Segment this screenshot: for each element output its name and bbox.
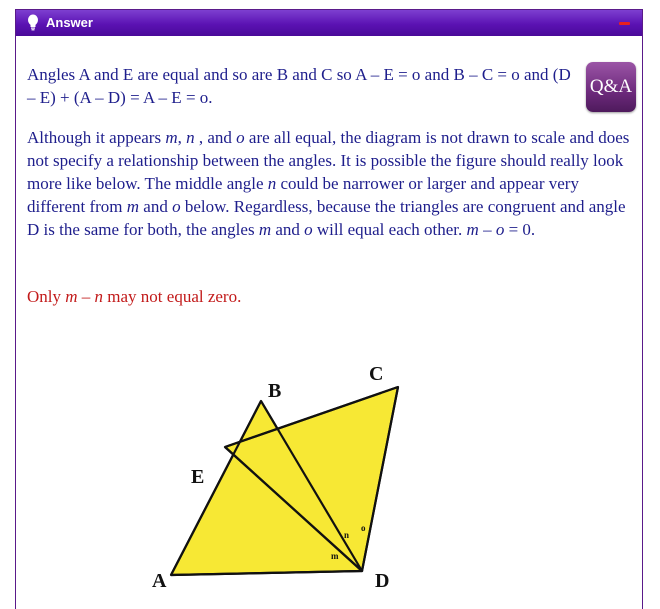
panel-title: Answer bbox=[46, 15, 93, 30]
text-span: below. Regardless, because the triangles are congruent and angle D is the same for both, the angles bbox=[27, 197, 626, 239]
var-o: o bbox=[236, 128, 245, 147]
text-span: – bbox=[478, 220, 496, 239]
label-e: E bbox=[191, 466, 205, 488]
paragraph-angles: Angles A and E are equal and so are B and C so A – E = o and B – C = o and (D – E) + (A – D) = A – E = o. bbox=[27, 65, 571, 107]
answer-panel bbox=[15, 9, 643, 609]
label-b: B bbox=[268, 380, 282, 402]
text-span: may not equal zero. bbox=[103, 287, 242, 306]
lightbulb-icon bbox=[27, 14, 39, 32]
text-span: and bbox=[271, 220, 305, 239]
var-m: m bbox=[165, 128, 178, 147]
text-span: , bbox=[177, 128, 187, 147]
triangle-diagram bbox=[146, 345, 436, 595]
text-span: are all equal, the diagram is not drawn to scale and does not specify a relationship between the angles. It is possible the figure should really look more like below. The middle angle bbox=[27, 128, 630, 193]
text-span: Only bbox=[27, 287, 66, 306]
var-o: o bbox=[172, 197, 181, 216]
text-span: Although it appears bbox=[27, 128, 166, 147]
text-span: will equal each other. bbox=[312, 220, 467, 239]
label-angle-n: n bbox=[344, 530, 350, 540]
var-m: m bbox=[126, 197, 140, 216]
text-span: and bbox=[139, 197, 173, 216]
var-m: m bbox=[258, 220, 272, 239]
text-span: , and bbox=[194, 128, 237, 147]
var-o: o bbox=[304, 220, 313, 239]
label-c: C bbox=[369, 363, 384, 385]
paragraph-conclusion bbox=[27, 285, 639, 308]
label-angle-m: m bbox=[331, 551, 339, 561]
paragraph-explanation bbox=[27, 126, 639, 241]
var-m: m bbox=[466, 220, 479, 239]
label-d: D bbox=[375, 570, 390, 592]
minimize-button[interactable] bbox=[619, 22, 630, 25]
var-n: n bbox=[94, 287, 104, 306]
title-bar bbox=[16, 10, 642, 36]
label-a: A bbox=[152, 570, 167, 592]
text-span: – bbox=[77, 287, 95, 306]
qa-badge[interactable]: Q&A bbox=[586, 62, 636, 112]
var-m: m bbox=[65, 287, 78, 306]
var-o: o bbox=[495, 220, 505, 239]
label-angle-o: o bbox=[361, 523, 366, 533]
var-n: n bbox=[186, 128, 195, 147]
text-span: could be narrower or larger and appear very different from bbox=[27, 174, 579, 216]
var-n: n bbox=[267, 174, 277, 193]
text-span: = 0. bbox=[504, 220, 536, 239]
